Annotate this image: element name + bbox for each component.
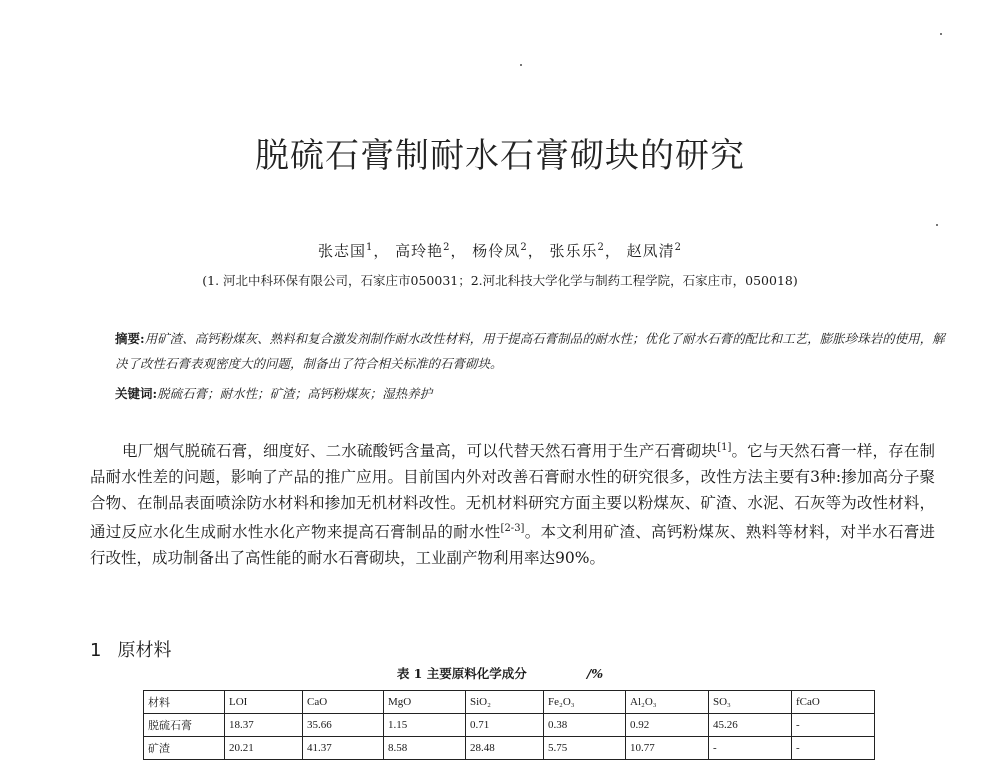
table-cell: 1.15 — [384, 714, 466, 737]
table-cell: - — [792, 714, 875, 737]
keywords-label: 关键词: — [115, 386, 158, 401]
citation-ref: [1] — [717, 442, 732, 453]
table-caption — [0, 664, 1000, 682]
table-cell: 28.48 — [466, 737, 544, 760]
table-header-cell: Fe₂O₃ — [544, 691, 626, 714]
table-cell: 18.37 — [225, 714, 303, 737]
author: 张乐乐 — [549, 242, 598, 260]
table-cell: 35.66 — [303, 714, 384, 737]
table-caption-text: 表 1 主要原料化学成分 — [396, 666, 527, 681]
intro-text-1: 电厂烟气脱硫石膏，细度好、二水硫酸钙含量高，可以代替天然石膏用于生产石膏砌块 — [122, 442, 718, 461]
table-header-cell: Al₂O₃ — [626, 691, 709, 714]
author-list: 张志国$^1$， 高玲艳$^2$， 杨伶凤$^2$， 张乐乐$^2$， 赵凤清$^2$ — [317, 242, 683, 260]
composition-table — [143, 690, 875, 760]
table-cell: 矿渣 — [144, 737, 225, 760]
table-header-cell: MgO — [384, 691, 466, 714]
table-cell: 45.26 — [709, 714, 792, 737]
intro-text-2: 。它与天然石膏一样，存在制品耐水性差的问题，影响了产品的推广应用。目前国内外对改善石膏耐水性的研究很多，改性方法主要有3种:掺加高分子聚合物、在制品表面喷涂防水材料和掺加无机材料改性。无机材料研究方面主要以粉煤灰、矿渣、水泥、石灰等为改性材料，通过反应水化生成耐水性水化产物来提高石膏制品的耐水性 — [90, 442, 935, 542]
table-header-cell: SiO₂ — [466, 691, 544, 714]
scan-speck — [520, 64, 522, 66]
author: 赵凤清 — [626, 242, 675, 260]
abstract-text: 用矿渣、高钙粉煤灰、熟料和复合激发剂制作耐水改性材料，用于提高石膏制品的耐水性；优化了耐水石膏的配比和工艺，膨胀珍珠岩的使用，解决了改性石膏表观密度大的问题，制备出了符合相关标准的石膏砌块。 — [115, 331, 945, 371]
table-header-row — [144, 691, 875, 714]
table-cell: 5.75 — [544, 737, 626, 760]
table-header-cell: fCaO — [792, 691, 875, 714]
keywords-text: 脱硫石膏；耐水性；矿渣；高钙粉煤灰；湿热养护 — [157, 386, 433, 401]
affiliation: (1. 河北中科环保有限公司，石家庄市050031；2.河北科技大学化学与制药工程学院，石家庄市，050018) — [202, 273, 798, 288]
author-affil-mark: 2 — [674, 242, 683, 253]
author: 杨伶凤 — [472, 242, 521, 260]
section-number: 1 — [90, 640, 102, 661]
section-title: 原材料 — [117, 640, 172, 661]
table-row — [144, 737, 875, 760]
abstract — [115, 326, 945, 376]
keywords — [115, 384, 945, 402]
table-cell: 0.92 — [626, 714, 709, 737]
table-cell: 0.71 — [466, 714, 544, 737]
section-heading — [90, 636, 171, 662]
paper-title: 脱硫石膏制耐水石膏砌块的研究 — [255, 136, 745, 176]
author: 张志国 — [317, 242, 366, 260]
intro-paragraph — [90, 435, 935, 571]
table-header-cell: LOI — [225, 691, 303, 714]
scan-speck — [936, 224, 938, 226]
intro-text-3: 。本文利用矿渣、高钙粉煤灰、熟料等材料，对半水石膏进行改性，成功制备出了高性能的耐水石膏砌块，工业副产物利用率达90%。 — [90, 523, 935, 568]
table-row — [144, 714, 875, 737]
table-cell: - — [709, 737, 792, 760]
abstract-label: 摘要: — [115, 331, 145, 346]
table-header-cell: 材料 — [144, 691, 225, 714]
table-header-cell: CaO — [303, 691, 384, 714]
table-cell: 0.38 — [544, 714, 626, 737]
author-affil-mark: 2 — [597, 242, 605, 253]
table-unit: /% — [586, 666, 604, 681]
table-cell: 脱硫石膏 — [144, 714, 225, 737]
table-cell: 10.77 — [626, 737, 709, 760]
author-affil-mark: 1 — [365, 242, 374, 253]
table-cell: 41.37 — [303, 737, 384, 760]
table-header-cell: SO₃ — [709, 691, 792, 714]
author: 高玲艳 — [395, 242, 444, 260]
author-affil-mark: 2 — [520, 242, 528, 253]
scan-speck — [940, 33, 942, 35]
table-cell: 8.58 — [384, 737, 466, 760]
table-cell: 20.21 — [225, 737, 303, 760]
citation-ref: [2-3] — [500, 523, 525, 535]
author-affil-mark: 2 — [443, 242, 451, 253]
table-cell: - — [792, 737, 875, 760]
